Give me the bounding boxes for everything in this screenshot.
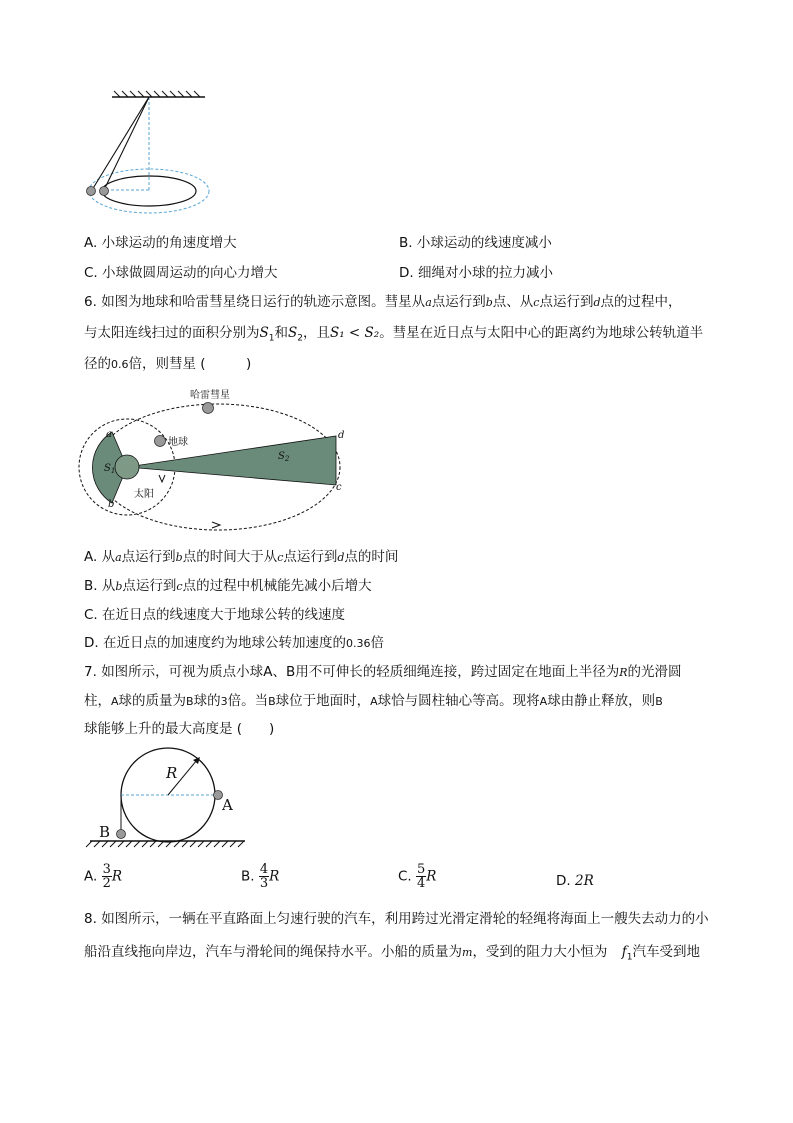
conical-pendulum-figure: [0, 0, 793, 230]
option-letter: C.: [84, 265, 98, 281]
q6-option-b[interactable]: B. 从b点运行到c点的过程中机械能先减小后增大: [84, 578, 372, 594]
option-text: 细绳对小球的拉力减小: [417, 265, 553, 281]
q5-option-b[interactable]: [399, 231, 552, 251]
earth-label: 地球: [168, 437, 188, 448]
option-letter: A.: [84, 235, 98, 251]
area-s1-label: $S_1$: [104, 463, 116, 475]
q6-option-c[interactable]: C. 在近日点的线速度大于地球公转的线速度: [84, 607, 346, 623]
cylinder-figure: [0, 740, 793, 860]
q7-option-a[interactable]: A. $\frac{3}{2}$ R: [84, 862, 123, 891]
point-a-label: a: [106, 429, 112, 440]
option-letter: B.: [399, 235, 413, 251]
q6-stem-line3: 径的0.6倍，则彗星 ( ): [84, 356, 252, 372]
area-s2-label: $S_2$: [278, 451, 290, 463]
q8-stem-line2: 船沿直线拖向岸边，汽车与滑轮间的绳保持水平。小船的质量为m，受到的阻力大小恒为 $f_1$汽车受到地: [84, 944, 700, 963]
point-c-label: c: [336, 482, 342, 493]
q5-option-c[interactable]: [84, 261, 278, 281]
q6-option-a[interactable]: A. 从a点运行到b点的时间大于从c点运行到d点的时间: [84, 549, 399, 565]
q7-stem-line2: 柱，A球的质量为B球的3倍。当B球位于地面时，A球恰与圆柱轴心等高。现将A球由静止释放，则B: [84, 693, 663, 709]
ball-a-label: A: [222, 796, 233, 814]
fraction: $\frac{3}{2}$: [102, 862, 111, 891]
q5-option-a[interactable]: [84, 231, 237, 251]
q6-option-d[interactable]: D. 在近日点的加速度约为地球公转加速度的0.36倍: [84, 635, 384, 651]
q7-option-b[interactable]: B. $\frac{4}{3}$ R: [241, 862, 280, 891]
q8-stem-line1: 8. 如图所示，一辆在平直路面上匀速行驶的汽车，利用跨过光滑定滑轮的轻绳将海面上一艘失去动力的小: [84, 911, 709, 927]
fraction: $\frac{4}{3}$: [259, 862, 269, 891]
comet-label: 哈雷彗星: [190, 390, 230, 401]
q5-option-d[interactable]: [399, 261, 553, 281]
option-letter: D.: [399, 265, 414, 281]
q7-stem-line1: 7. 如图所示，可视为质点小球A、B用不可伸长的轻质细绳连接，跨过固定在地面上半径为R的光滑圆: [84, 664, 682, 680]
q7-stem-line3: 球能够上升的最大高度是 ( ): [84, 721, 275, 737]
fraction: $\frac{5}{4}$: [417, 862, 426, 891]
option-text: 小球运动的角速度增大: [101, 235, 237, 251]
sun-label: 太阳: [134, 489, 154, 500]
option-text: 小球做圆周运动的向心力增大: [102, 265, 278, 281]
comet-orbit-figure: [0, 385, 793, 545]
q7-option-d[interactable]: D. 2R: [556, 873, 594, 889]
ball-b-label: B: [99, 823, 111, 841]
q6-stem-line1: 6. 如图为地球和哈雷彗星绕日运行的轨迹示意图。彗星从a点运行到b点、从c点运行到d点的过程中，: [84, 294, 682, 310]
point-d-label: d: [338, 430, 345, 441]
q7-option-c[interactable]: C. $\frac{5}{4}$ R: [398, 862, 437, 891]
radius-label: R: [166, 764, 178, 782]
q6-stem-line2: 与太阳连线扫过的面积分别为$S_1$和$S_2$，且S₁ < S₂。彗星在近日点与太阳中心的距离约为地球公转轨道半: [84, 325, 704, 344]
option-text: 小球运动的线速度减小: [416, 235, 552, 251]
point-b-label: b: [108, 499, 115, 510]
